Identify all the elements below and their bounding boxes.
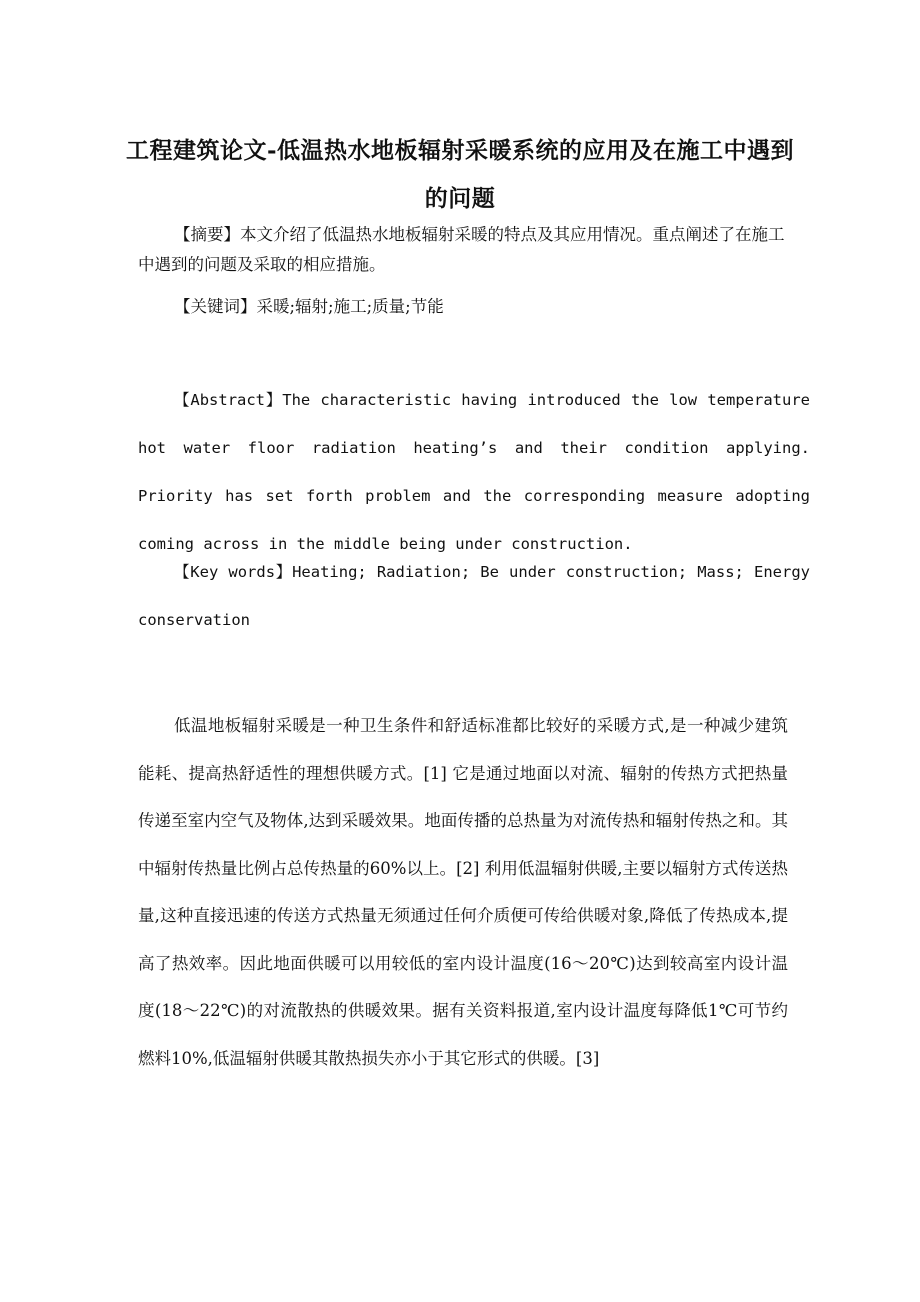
body-paragraph: 低温地板辐射采暖是一种卫生条件和舒适标准都比较好的采暖方式,是一种减少建筑能耗、提高热舒适性的理想供暖方式。[1] 它是通过地面以对流、辐射的传热方式把热量传递至室内空气及物体,达到采暖效果。地面传播的总热量为对流传热和辐射传热之和。其中辐射传热量比例占总传热量的60%以上。[2] 利用低温辐射供暖,主要以辐射方式传送热量,这种直接迅速的传送方式热量无须通过任何介质便可传给供暖对象,降低了传热成本,提高了热效率。因此地面供暖可以用较低的室内设计温度(16～20℃)达到较高室内设计温度(18～22℃)的对流散热的供暖效果。据有关资料报道,室内设计温度每降低1℃可节约燃料10%,低温辐射供暖其散热损失亦小于其它形式的供暖。[3] [138,716,788,1068]
paper-title: 工程建筑论文-低温热水地板辐射采暖系统的应用及在施工中遇到的问题 [125,137,795,213]
abstract-en: 【Abstract】The characteristic having introduced the low temperature hot water floor radiation heating’s and their condition applying. Priority has set forth problem and the corresponding measure adopting coming across in the middle being under construction. [138,391,810,553]
abstract-cn: 【摘要】本文介绍了低温热水地板辐射采暖的特点及其应用情况。重点阐述了在施工中遇到的问题及采取的相应措施。 [138,225,785,274]
keywords-en: 【Key words】Heating; Radiation; Be under construction; Mass; Energy conservation [138,563,810,629]
keywords-cn: 【关键词】采暖;辐射;施工;质量;节能 [174,297,444,316]
